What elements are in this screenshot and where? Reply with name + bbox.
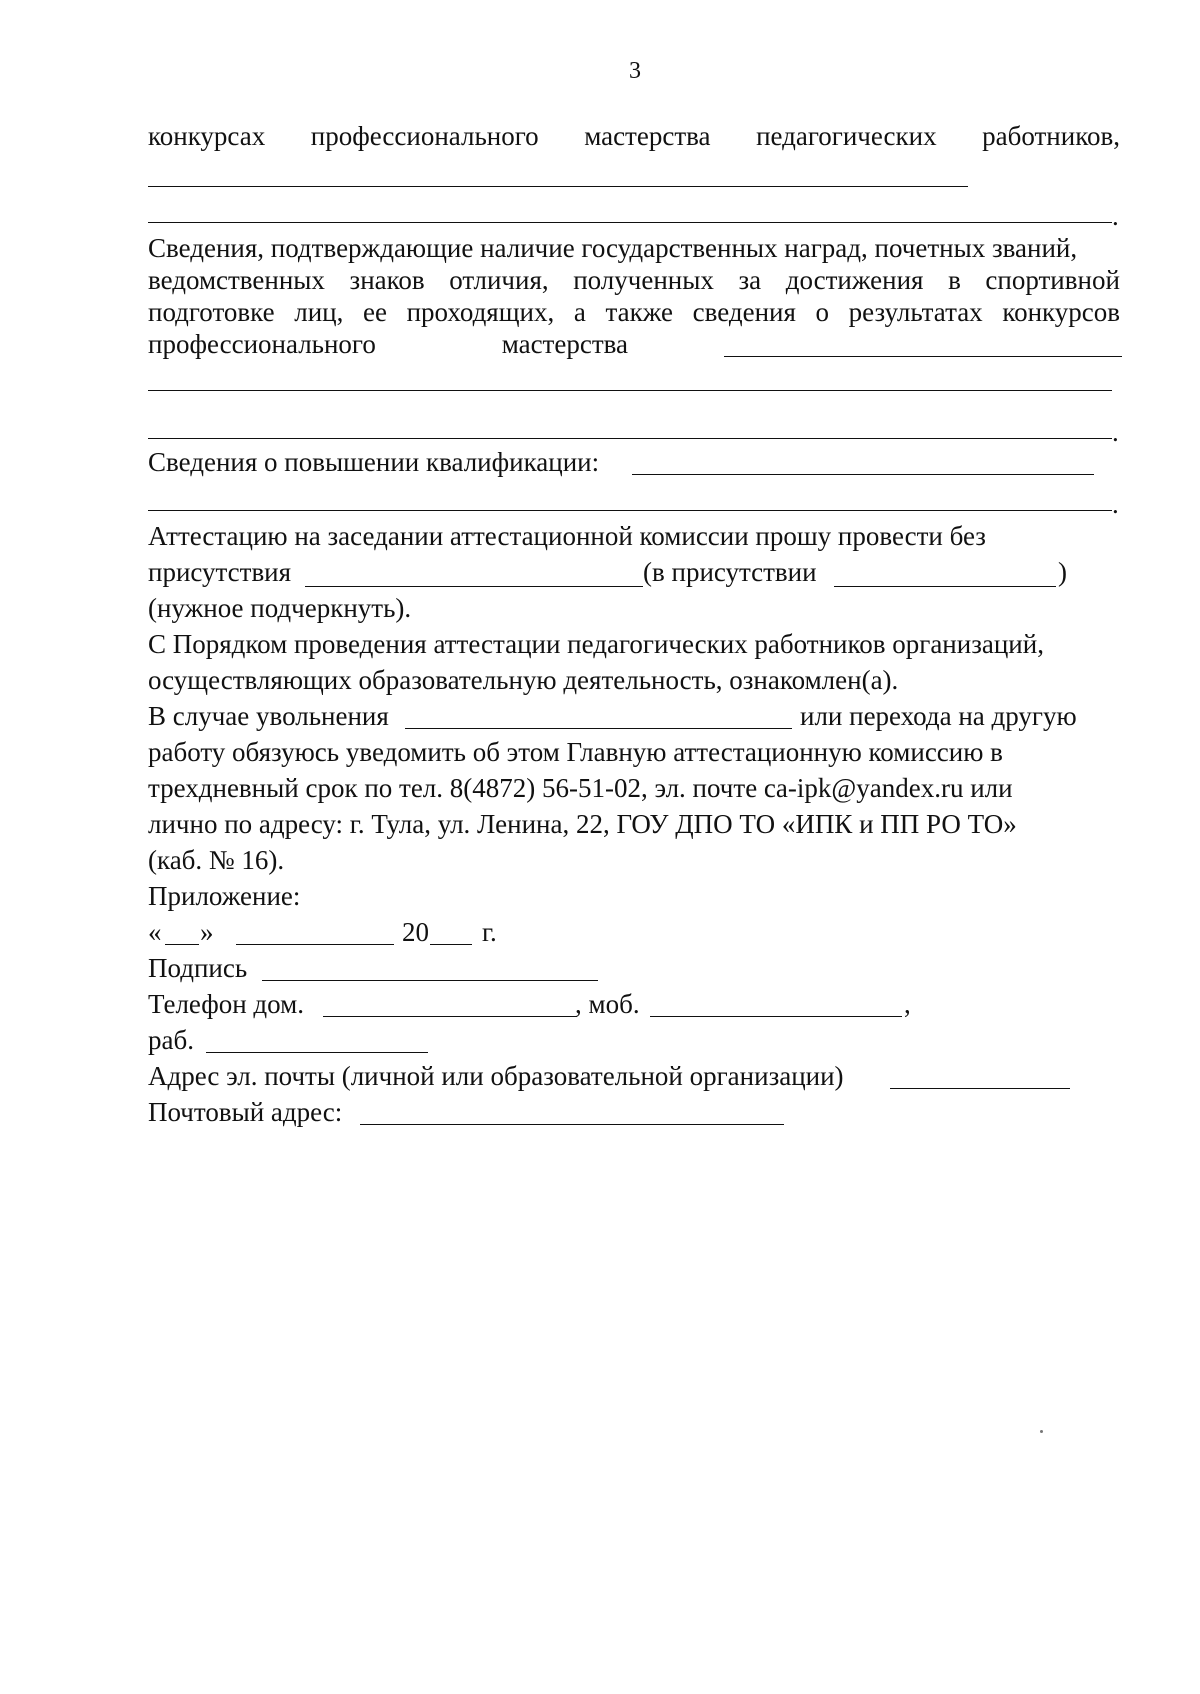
- word: ее: [362, 297, 387, 327]
- word: профессионального: [310, 121, 539, 151]
- word: достижения: [785, 265, 924, 295]
- word: а: [573, 297, 586, 327]
- dismissal-text-line: работу обязуюсь уведомить об этом Главную аттестационную комиссию в: [148, 737, 1003, 767]
- qualification-label: Сведения о повышении квалификации:: [148, 447, 600, 477]
- awards-text-line: [148, 264, 1120, 296]
- word: подготовке: [148, 297, 275, 327]
- word: проходящих,: [406, 297, 555, 327]
- word: лиц,: [294, 297, 344, 327]
- word: конкурсов: [1002, 297, 1120, 327]
- signature-label: Подпись: [148, 953, 248, 983]
- line-end-dot: .: [1112, 489, 1119, 519]
- dismissal-end-label: или перехода на другую: [800, 701, 1077, 731]
- word: знаков: [349, 265, 425, 295]
- competitions-line: [148, 120, 1120, 152]
- blank-line[interactable]: [724, 356, 1122, 357]
- blank-line[interactable]: [148, 510, 1112, 511]
- word: полученных: [573, 265, 714, 295]
- postal-blank[interactable]: [360, 1124, 784, 1125]
- word: педагогических: [756, 121, 937, 151]
- word: конкурсах: [148, 121, 266, 151]
- line-end-dot: .: [1112, 417, 1119, 447]
- blank-line[interactable]: [305, 586, 643, 587]
- date-close-quote: »: [200, 917, 214, 947]
- word: спортивной: [985, 265, 1120, 295]
- attestation-present-label: (в присутствии: [643, 557, 817, 587]
- awards-text-line: [148, 328, 628, 360]
- blank-line[interactable]: [148, 186, 968, 187]
- word: мастерства: [501, 329, 628, 359]
- blank-line[interactable]: [148, 438, 1112, 439]
- dismissal-text-line: (каб. № 16).: [148, 845, 285, 875]
- blank-line[interactable]: [834, 586, 1056, 587]
- word: ведомственных: [148, 265, 325, 295]
- blank-line[interactable]: [405, 728, 792, 729]
- line-end-dot: .: [1112, 201, 1119, 231]
- blank-line[interactable]: [148, 222, 1112, 223]
- word: также: [605, 297, 673, 327]
- blank-line[interactable]: [148, 390, 1112, 391]
- email-blank[interactable]: [890, 1088, 1070, 1089]
- word: результатах: [848, 297, 983, 327]
- date-open-quote: «: [148, 917, 162, 947]
- phone-mobile-label: , моб.: [575, 989, 640, 1019]
- word: мастерства: [584, 121, 711, 151]
- phone-work-label: раб.: [148, 1025, 194, 1055]
- order-text-line: С Порядком проведения аттестации педагогических работников организаций,: [148, 629, 1044, 659]
- word: профессионального: [148, 329, 376, 359]
- date-year-suffix: г.: [482, 917, 497, 947]
- page-number: 3: [629, 58, 641, 84]
- phone-comma: ,: [904, 989, 911, 1019]
- postal-label: Почтовый адрес:: [148, 1097, 343, 1127]
- attestation-absent-label: присутствия: [148, 557, 292, 587]
- date-day-blank[interactable]: [165, 944, 199, 945]
- phone-mobile-blank[interactable]: [650, 1016, 902, 1017]
- order-text-line: осуществляющих образовательную деятельность, ознакомлен(а).: [148, 665, 899, 695]
- date-month-blank[interactable]: [236, 944, 394, 945]
- date-year-blank[interactable]: [430, 944, 472, 945]
- word: в: [948, 265, 961, 295]
- attachment-label: Приложение:: [148, 881, 301, 911]
- date-year-prefix: 20: [402, 917, 429, 947]
- word: работников,: [982, 121, 1120, 151]
- email-label: Адрес эл. почты (личной или образовательной организации): [148, 1061, 844, 1091]
- blank-line[interactable]: [632, 474, 1094, 475]
- attestation-text-line: Аттестацию на заседании аттестационной комиссии прошу провести без: [148, 521, 986, 551]
- awards-text-line: [148, 296, 1120, 328]
- phone-work-blank[interactable]: [206, 1052, 428, 1053]
- phone-home-blank[interactable]: [323, 1016, 577, 1017]
- signature-blank[interactable]: [262, 980, 598, 981]
- word: отличия,: [449, 265, 549, 295]
- dismissal-start-label: В случае увольнения: [148, 701, 389, 731]
- dismissal-text-line: трехдневный срок по тел. 8(4872) 56-51-02, эл. почте ca-ipk@yandex.ru или: [148, 773, 1013, 803]
- attestation-note: (нужное подчеркнуть).: [148, 593, 412, 623]
- phone-home-label: Телефон дом.: [148, 989, 304, 1019]
- scan-speck: [1040, 1430, 1043, 1433]
- dismissal-text-line: лично по адресу: г. Тула, ул. Ленина, 22, ГОУ ДПО ТО «ИПК и ПП РО ТО»: [148, 809, 1017, 839]
- word: за: [738, 265, 762, 295]
- attestation-close-paren: ): [1058, 557, 1067, 587]
- word: сведения: [692, 297, 796, 327]
- awards-text-line: Сведения, подтверждающие наличие государственных наград, почетных званий,: [148, 233, 1078, 263]
- word: о: [815, 297, 830, 327]
